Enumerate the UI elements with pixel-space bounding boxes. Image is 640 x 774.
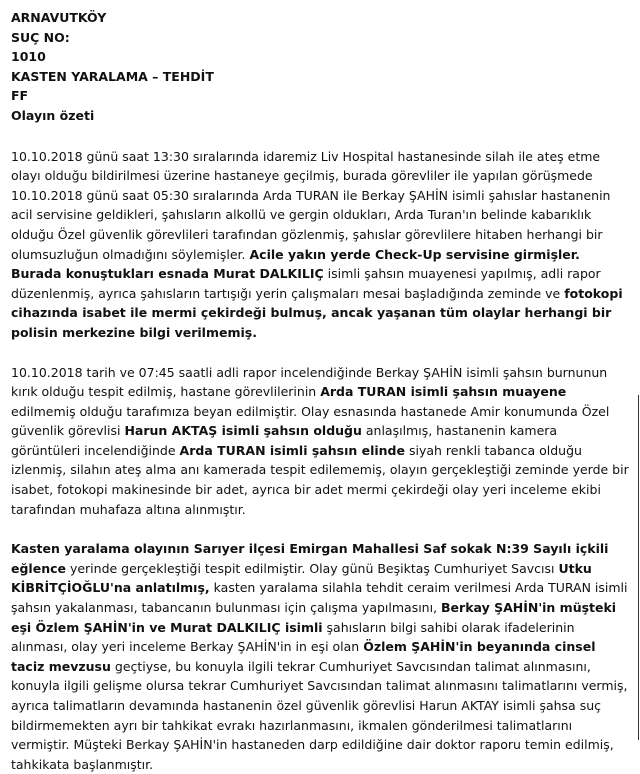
right-edge-line [638, 395, 639, 740]
bold-text-run: Berkay ŞAHİN'in müşteki eşi Özlem ŞAHİN'in ve Murat DALKILIÇ isimli [11, 600, 617, 635]
district-name: ARNAVUTKÖY [11, 10, 107, 25]
summary-paragraph-1 [11, 147, 629, 343]
text-run: isimli şahsın muayenesi yapılmış, adli rapor düzenlenmiş, ayrıca şahısların tartışığı yerin çalışmaları mesai başladığında zeminde ve [11, 266, 601, 301]
bold-text-run: Arda TURAN isimli şahsın muayene [320, 384, 567, 400]
text-run: yerinde gerçekleştiği tespit edilmiştir. Olay günü Beşiktaş Cumhuriyet Savcısı [65, 560, 559, 576]
bold-text-run: Harun AKTAŞ isimli şahsın olduğu [124, 423, 362, 439]
crime-no-label: SUÇ NO: [11, 29, 70, 45]
text-run: edilmemiş olduğu tarafımıza beyan edilmiştir. Olay esnasında hastanede Amir konumunda Özel güvenlik görevlisi [11, 403, 610, 439]
summary-paragraph-3 [11, 539, 629, 774]
bold-text-run: fotokopi cihazında isabet ile mermi çekirdeği bulmuş, ancak yaşanan tüm olaylar herhangi bir polisin merkezine bilgi verilmemiş. [11, 285, 623, 340]
report-header [11, 8, 629, 126]
police-report-document [11, 8, 629, 774]
bold-text-run: Acile yakın yerde Check-Up servisine girmişler. Burada konuştukları esnada Murat DALKILIÇ [11, 246, 580, 282]
summary-title: Olayın özeti [11, 107, 95, 123]
summary-paragraph-2 [11, 363, 629, 520]
text-run: siyah renkli tabanca olduğu izlenmiş, silahın ateş alma anı kamerada tespit edilememiş, olayın gerçekleştiği zeminde yerde bir isabet, fotokopi makinesinde bir adet, ayrıca bir adet mermi çekirdeği olay yeri inceleme ekibi tarafından muhafaza altına alınmıştır. [11, 442, 629, 517]
text-run: 10.10.2018 tarih ve 07:45 saatli adli rapor incelendiğinde Berkay ŞAHİN isimli şahsın burnunun kırık olduğu tespit edilmiş, hastane görevlilerinin [11, 364, 608, 400]
crime-type: KASTEN YARALAMA – TEHDİT [11, 68, 214, 84]
case-code: FF [11, 88, 29, 104]
text-run: kasten yaralama silahla tehdit ceraim verilmesi Arda TURAN isimli şahsın yakalanması, tabancanın bulunması için çalışma yapılmasını, [11, 580, 628, 616]
bold-text-run: Özlem ŞAHİN'in beyanında cinsel taciz mevzusu [11, 639, 596, 674]
crime-no: 1010 [11, 49, 46, 65]
text-run: 10.10.2018 günü saat 13:30 sıralarında idaremiz Liv Hospital hastanesinde silah ile ateş etme olayı olduğu bildirilmesi üzerine hastaneye geçilmiş, burada görevliler ile yapılan görüşmede 10.10.2018 günü saat 05:30 sıralarında Arda TURAN ile Berkay ŞAHİN isimli şahıslar hastanenin acil servisine geldikleri, şahısların alkollü ve gergin oldukları, Arda Turan'ın belinde kabarıklık olduğu Özel güvenlik görevlileri tarafından gözlenmiş, şahıslar görevlilere hitaben herhangi bir olumsuzluğun olmadığını söylemişler. [11, 148, 611, 262]
text-run: geçtiyse, bu konuyla ilgili tekrar Cumhuriyet Savcısından talimat alınmasını, konuyla ilgili gelişme olursa tekrar Cumhuriyet Savcısından talimat alınmasını talimatlarını vermiş, ayrıca talimatların devamında hastanenin özel güvenlik görevlisi Harun AKTAY isimli şahsa suç bildirmemekten ayrı bir tahkikat evrakı hazırlanmasını, ikmalen gönderilmesi talimatlarını vermiştir. Müşteki Berkay ŞAHİN'in hastaneden darp edildiğine dair doktor raporu temin edilmiş, tahkikata başlanmıştır. [11, 658, 628, 772]
bold-text-run: Utku KİBRİTÇİOĞLU'na anlatılmış, [11, 560, 592, 596]
bold-text-run: Kasten yaralama olayının Sarıyer ilçesi Emirgan Mahallesi Saf sokak N:39 Sayılı içkili eğlence [11, 541, 609, 576]
bold-text-run: Arda TURAN isimli şahsın elinde [179, 442, 405, 458]
text-run: şahısların bilgi sahibi olarak ifadelerinin alınması, olay yeri inceleme Berkay ŞAHİN'in in eşi olan [11, 619, 575, 655]
text-run: anlaşılmış, hastanenin kamera görüntüleri incelendiğinde [11, 423, 558, 458]
